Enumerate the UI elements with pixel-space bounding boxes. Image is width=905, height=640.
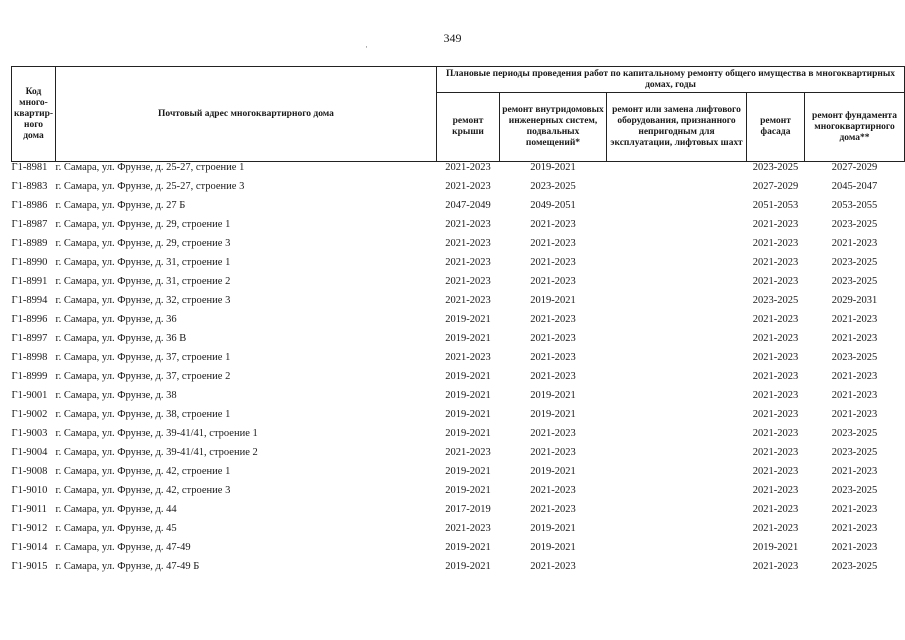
cell-roof: 2021-2023	[445, 238, 491, 249]
cell-foundation: 2021-2023	[831, 523, 878, 534]
cell-code: Г1-8991	[11, 276, 48, 287]
cell-elevator	[607, 200, 747, 219]
cell-engineering: 2019-2021	[530, 466, 576, 477]
table-row	[12, 162, 905, 182]
cell-foundation: 2027-2029	[831, 162, 878, 173]
cell-elevator	[607, 371, 747, 390]
cell-elevator	[607, 238, 747, 257]
cell-elevator	[607, 561, 747, 580]
cell-engineering: 2019-2021	[530, 390, 576, 401]
cell-roof: 2019-2021	[445, 333, 491, 344]
cell-roof: 2021-2023	[445, 295, 491, 306]
header-roof: ремонт крыши	[437, 93, 500, 162]
cell-facade: 2021-2023	[752, 485, 799, 496]
cell-address: г. Самара, ул. Фрунзе, д. 44	[55, 504, 177, 515]
cell-code: Г1-8987	[11, 219, 48, 230]
cell-code: Г1-8999	[11, 371, 48, 382]
cell-code: Г1-8983	[11, 181, 48, 192]
table-header	[12, 67, 905, 162]
cell-facade: 2027-2029	[752, 181, 799, 192]
cell-engineering: 2019-2021	[530, 542, 576, 553]
header-code: Код много-квартир-ного дома	[12, 67, 56, 162]
cell-code: Г1-8990	[11, 257, 48, 268]
header-elevator: ремонт или замена лифтового оборудования, признанного непригодным для эксплуатации, лифтовых шахт	[607, 93, 747, 162]
cell-engineering: 2021-2023	[530, 447, 576, 458]
cell-engineering: 2021-2023	[530, 352, 576, 363]
cell-code: Г1-9010	[11, 485, 48, 496]
repair-schedule-table	[11, 66, 905, 580]
cell-foundation: 2021-2023	[831, 390, 878, 401]
cell-roof: 2019-2021	[445, 428, 491, 439]
cell-address: г. Самара, ул. Фрунзе, д. 25-27, строение 1	[55, 162, 245, 173]
table-row	[12, 200, 905, 219]
cell-foundation: 2021-2023	[831, 542, 878, 553]
cell-address: г. Самара, ул. Фрунзе, д. 47-49 Б	[55, 561, 200, 572]
cell-foundation: 2023-2025	[831, 485, 878, 496]
cell-address: г. Самара, ул. Фрунзе, д. 32, строение 3	[55, 295, 231, 306]
cell-elevator	[607, 219, 747, 238]
table-row	[12, 295, 905, 314]
cell-roof: 2021-2023	[445, 257, 491, 268]
cell-address: г. Самара, ул. Фрунзе, д. 39-41/41, строение 1	[55, 428, 258, 439]
table-row	[12, 485, 905, 504]
cell-roof: 2019-2021	[445, 371, 491, 382]
cell-roof: 2019-2021	[445, 466, 491, 477]
cell-foundation: 2023-2025	[831, 447, 878, 458]
cell-elevator	[607, 523, 747, 542]
cell-roof: 2021-2023	[445, 523, 491, 534]
cell-code: Г1-9015	[11, 561, 48, 572]
cell-code: Г1-8981	[11, 162, 48, 173]
header-periods-group: Плановые периоды проведения работ по капитальному ремонту общего имущества в многоквартирных домах, годы	[437, 67, 905, 93]
table-row	[12, 371, 905, 390]
cell-engineering: 2021-2023	[530, 428, 576, 439]
table-row	[12, 523, 905, 542]
cell-elevator	[607, 181, 747, 200]
cell-foundation: 2023-2025	[831, 276, 878, 287]
cell-facade: 2023-2025	[752, 295, 799, 306]
header-facade: ремонт фасада	[747, 93, 805, 162]
cell-engineering: 2021-2023	[530, 276, 576, 287]
cell-facade: 2021-2023	[752, 276, 799, 287]
cell-foundation: 2023-2025	[831, 219, 878, 230]
table-row	[12, 409, 905, 428]
cell-engineering: 2019-2021	[530, 409, 576, 420]
cell-facade: 2021-2023	[752, 409, 799, 420]
cell-engineering: 2019-2021	[530, 523, 576, 534]
cell-engineering: 2021-2023	[530, 333, 576, 344]
cell-roof: 2021-2023	[445, 162, 491, 173]
cell-code: Г1-9011	[11, 504, 47, 515]
cell-address: г. Самара, ул. Фрунзе, д. 25-27, строение 3	[55, 181, 245, 192]
table-row	[12, 257, 905, 276]
cell-elevator	[607, 257, 747, 276]
cell-code: Г1-9004	[11, 447, 48, 458]
cell-foundation: 2023-2025	[831, 561, 878, 572]
cell-address: г. Самара, ул. Фрунзе, д. 29, строение 1	[55, 219, 231, 230]
cell-elevator	[607, 352, 747, 371]
header-foundation: ремонт фундамента многоквартирного дома**	[805, 93, 905, 162]
cell-foundation: 2021-2023	[831, 466, 878, 477]
cell-elevator	[607, 314, 747, 333]
cell-address: г. Самара, ул. Фрунзе, д. 31, строение 2	[55, 276, 231, 287]
cell-facade: 2021-2023	[752, 352, 799, 363]
cell-elevator	[607, 409, 747, 428]
cell-foundation: 2045-2047	[831, 181, 878, 192]
cell-facade: 2021-2023	[752, 314, 799, 325]
cell-foundation: 2023-2025	[831, 428, 878, 439]
table-row	[12, 314, 905, 333]
cell-code: Г1-8996	[11, 314, 48, 325]
cell-roof: 2019-2021	[445, 485, 491, 496]
cell-elevator	[607, 466, 747, 485]
cell-roof: 2021-2023	[445, 181, 491, 192]
cell-facade: 2051-2053	[752, 200, 799, 211]
cell-facade: 2021-2023	[752, 238, 799, 249]
cell-code: Г1-9014	[11, 542, 48, 553]
cell-code: Г1-9012	[11, 523, 48, 534]
cell-engineering: 2023-2025	[530, 181, 576, 192]
cell-address: г. Самара, ул. Фрунзе, д. 37, строение 1	[55, 352, 231, 363]
table-row	[12, 466, 905, 485]
cell-elevator	[607, 542, 747, 561]
cell-roof: 2019-2021	[445, 561, 491, 572]
cell-facade: 2019-2021	[752, 542, 799, 553]
cell-elevator	[607, 295, 747, 314]
cell-elevator	[607, 485, 747, 504]
cell-facade: 2021-2023	[752, 257, 799, 268]
cell-engineering: 2049-2051	[530, 200, 576, 211]
cell-roof: 2021-2023	[445, 219, 491, 230]
cell-engineering: 2021-2023	[530, 314, 576, 325]
cell-foundation: 2021-2023	[831, 314, 878, 325]
cell-code: Г1-8986	[11, 200, 48, 211]
table-row	[12, 276, 905, 295]
cell-engineering: 2021-2023	[530, 504, 576, 515]
cell-facade: 2021-2023	[752, 561, 799, 572]
cell-address: г. Самара, ул. Фрунзе, д. 36 В	[55, 333, 187, 344]
cell-code: Г1-9003	[11, 428, 48, 439]
cell-code: Г1-8989	[11, 238, 48, 249]
cell-facade: 2021-2023	[752, 333, 799, 344]
cell-foundation: 2029-2031	[831, 295, 878, 306]
cell-roof: 2021-2023	[445, 447, 491, 458]
cell-foundation: 2053-2055	[831, 200, 878, 211]
cell-address: г. Самара, ул. Фрунзе, д. 47-49	[55, 542, 191, 553]
cell-elevator	[607, 428, 747, 447]
cell-address: г. Самара, ул. Фрунзе, д. 39-41/41, строение 2	[55, 447, 258, 458]
cell-address: г. Самара, ул. Фрунзе, д. 36	[55, 314, 177, 325]
table-row	[12, 238, 905, 257]
cell-facade: 2021-2023	[752, 466, 799, 477]
cell-foundation: 2021-2023	[831, 238, 878, 249]
cell-engineering: 2021-2023	[530, 561, 576, 572]
cell-code: Г1-8998	[11, 352, 48, 363]
cell-code: Г1-8997	[11, 333, 48, 344]
cell-code: Г1-9008	[11, 466, 48, 477]
table-row	[12, 447, 905, 466]
table-row	[12, 352, 905, 371]
cell-address: г. Самара, ул. Фрунзе, д. 38	[55, 390, 177, 401]
cell-roof: 2021-2023	[445, 276, 491, 287]
cell-elevator	[607, 276, 747, 295]
cell-engineering: 2021-2023	[530, 485, 576, 496]
cell-roof: 2017-2019	[445, 504, 491, 515]
table-row	[12, 542, 905, 561]
cell-address: г. Самара, ул. Фрунзе, д. 42, строение 3	[55, 485, 231, 496]
cell-facade: 2021-2023	[752, 504, 799, 515]
scan-speck: ·	[365, 42, 368, 52]
cell-address: г. Самара, ул. Фрунзе, д. 31, строение 1	[55, 257, 231, 268]
cell-elevator	[607, 447, 747, 466]
cell-facade: 2023-2025	[752, 162, 799, 173]
cell-facade: 2021-2023	[752, 523, 799, 534]
table-row	[12, 181, 905, 200]
cell-roof: 2047-2049	[445, 200, 491, 211]
cell-roof: 2019-2021	[445, 542, 491, 553]
header-address: Почтовый адрес многоквартирного дома	[56, 67, 437, 162]
table-row	[12, 504, 905, 523]
cell-foundation: 2021-2023	[831, 371, 878, 382]
cell-address: г. Самара, ул. Фрунзе, д. 37, строение 2	[55, 371, 231, 382]
cell-facade: 2021-2023	[752, 371, 799, 382]
cell-facade: 2021-2023	[752, 447, 799, 458]
cell-engineering: 2021-2023	[530, 238, 576, 249]
cell-facade: 2021-2023	[752, 390, 799, 401]
table-row	[12, 219, 905, 238]
cell-foundation: 2021-2023	[831, 333, 878, 344]
cell-address: г. Самара, ул. Фрунзе, д. 29, строение 3	[55, 238, 231, 249]
header-engineering: ремонт внутридомовых инженерных систем, подвальных помещений*	[500, 93, 607, 162]
cell-engineering: 2021-2023	[530, 219, 576, 230]
cell-facade: 2021-2023	[752, 219, 799, 230]
table-row	[12, 390, 905, 409]
cell-address: г. Самара, ул. Фрунзе, д. 38, строение 1	[55, 409, 231, 420]
cell-elevator	[607, 162, 747, 182]
cell-roof: 2019-2021	[445, 409, 491, 420]
cell-engineering: 2019-2021	[530, 162, 576, 173]
page-number: 349	[443, 31, 462, 45]
cell-engineering: 2021-2023	[530, 257, 576, 268]
cell-code: Г1-9001	[11, 390, 48, 401]
cell-foundation: 2021-2023	[831, 504, 878, 515]
cell-foundation: 2023-2025	[831, 257, 878, 268]
cell-code: Г1-9002	[11, 409, 48, 420]
cell-address: г. Самара, ул. Фрунзе, д. 45	[55, 523, 177, 534]
cell-elevator	[607, 390, 747, 409]
cell-foundation: 2023-2025	[831, 352, 878, 363]
cell-address: г. Самара, ул. Фрунзе, д. 42, строение 1	[55, 466, 231, 477]
cell-elevator	[607, 333, 747, 352]
cell-facade: 2021-2023	[752, 428, 799, 439]
cell-elevator	[607, 504, 747, 523]
table-row	[12, 428, 905, 447]
cell-roof: 2021-2023	[445, 352, 491, 363]
table-row	[12, 333, 905, 352]
table-body	[12, 162, 905, 581]
table-row	[12, 561, 905, 580]
cell-foundation: 2021-2023	[831, 409, 878, 420]
cell-roof: 2019-2021	[445, 390, 491, 401]
cell-engineering: 2019-2021	[530, 295, 576, 306]
cell-code: Г1-8994	[11, 295, 48, 306]
cell-engineering: 2021-2023	[530, 371, 576, 382]
cell-roof: 2019-2021	[445, 314, 491, 325]
cell-address: г. Самара, ул. Фрунзе, д. 27 Б	[55, 200, 186, 211]
